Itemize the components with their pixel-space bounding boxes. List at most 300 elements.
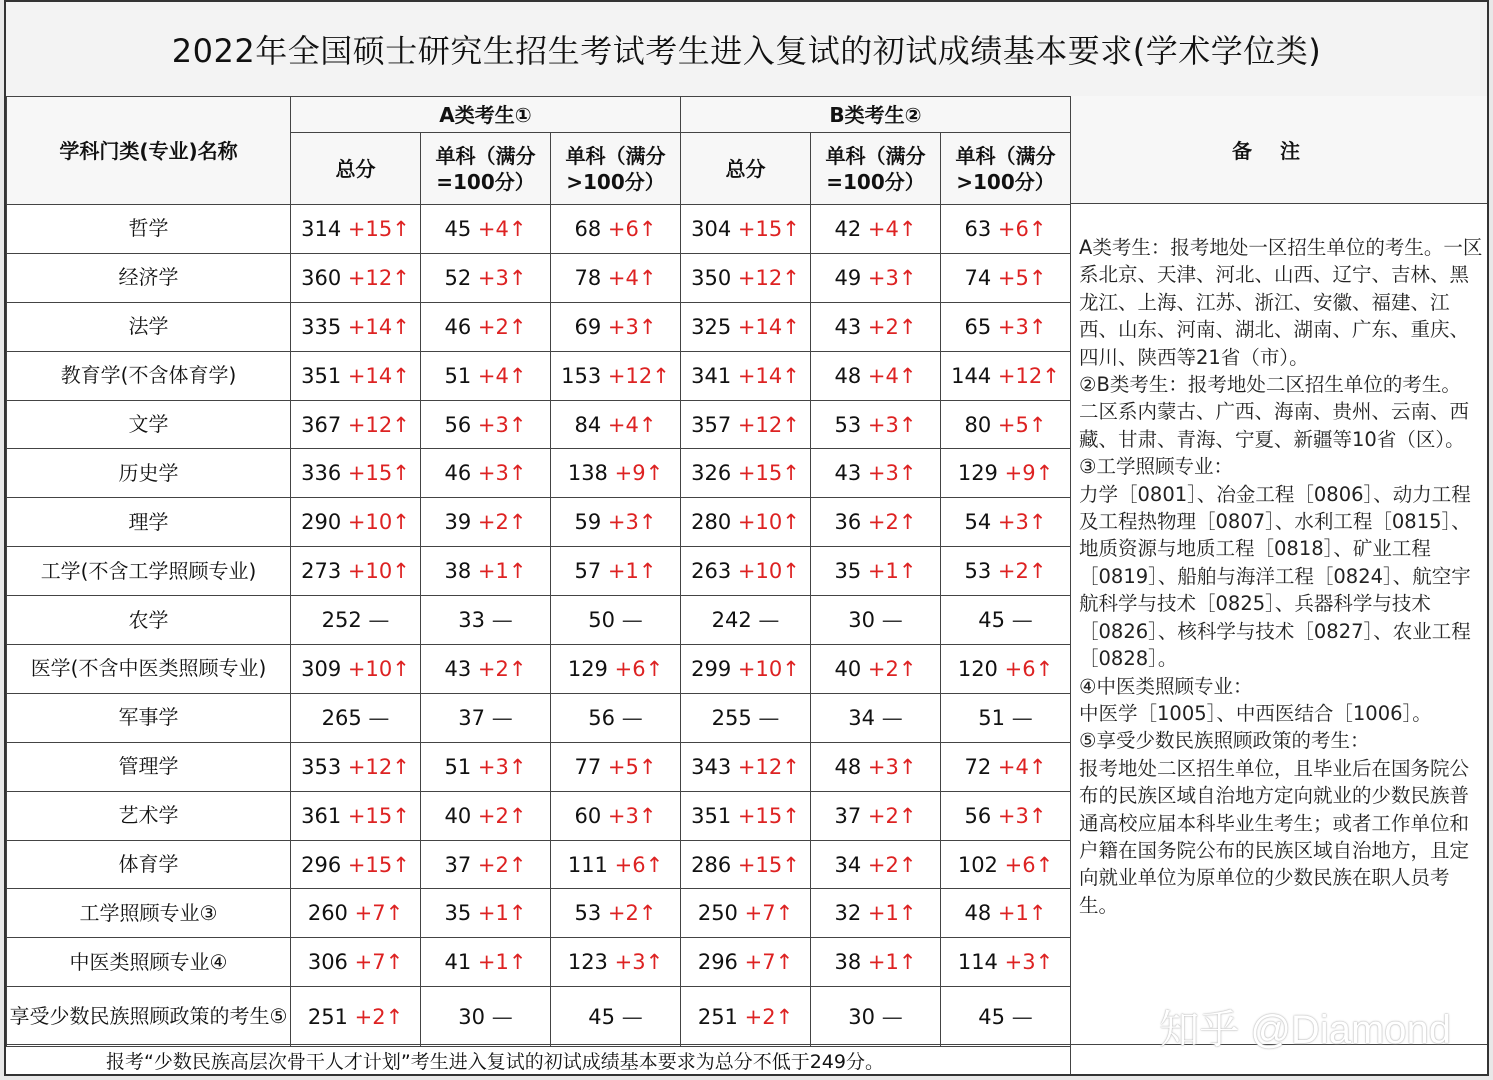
subject-cell: 医学(不含中医类照顾专业) bbox=[7, 645, 291, 694]
score-cell bbox=[811, 547, 941, 596]
score-value: 129 bbox=[957, 461, 998, 486]
score-change: +7↑ bbox=[744, 901, 794, 926]
score-cell bbox=[291, 840, 421, 889]
score-cell bbox=[681, 253, 811, 302]
score-change: +3↑ bbox=[477, 265, 527, 290]
score-change: +1↑ bbox=[997, 901, 1047, 926]
score-value: 304 bbox=[691, 216, 732, 241]
score-value: 84 bbox=[574, 412, 602, 437]
score-value: 48 bbox=[834, 754, 862, 779]
score-cell bbox=[551, 938, 681, 987]
table-row bbox=[7, 596, 1071, 645]
score-cell bbox=[681, 498, 811, 547]
score-change: +4↑ bbox=[607, 265, 657, 290]
score-change: +2↑ bbox=[997, 559, 1047, 584]
subject-cell: 体育学 bbox=[7, 840, 291, 889]
score-cell bbox=[291, 400, 421, 449]
score-cell bbox=[941, 987, 1071, 1047]
score-cell bbox=[291, 547, 421, 596]
score-change: +14↑ bbox=[347, 363, 410, 388]
table-row bbox=[7, 693, 1071, 742]
score-change: +5↑ bbox=[997, 265, 1047, 290]
score-value: 255 bbox=[711, 705, 752, 730]
score-cell bbox=[421, 791, 551, 840]
score-change: +6↑ bbox=[614, 656, 664, 681]
score-change: +9↑ bbox=[1004, 461, 1054, 486]
score-change: +3↑ bbox=[614, 950, 664, 975]
score-value: 367 bbox=[301, 412, 342, 437]
score-change: +2↑ bbox=[867, 314, 917, 339]
score-value: 48 bbox=[834, 363, 862, 388]
score-value: 36 bbox=[834, 510, 862, 535]
score-change: +12↑ bbox=[347, 754, 410, 779]
score-cell bbox=[811, 645, 941, 694]
note-paragraph: 二区系内蒙古、广西、海南、贵州、云南、西藏、甘肃、青海、宁夏、新疆等10省（区）。 bbox=[1079, 400, 1470, 451]
score-cell bbox=[941, 302, 1071, 351]
header-b-single-over100: 单科（满分>100分） bbox=[941, 133, 1071, 205]
score-cell bbox=[941, 693, 1071, 742]
score-value: 57 bbox=[574, 559, 602, 584]
score-value: 56 bbox=[444, 412, 472, 437]
score-change: +6↑ bbox=[997, 216, 1047, 241]
score-cell bbox=[551, 351, 681, 400]
score-value: 37 bbox=[444, 852, 472, 877]
score-value: 30 bbox=[848, 1004, 876, 1029]
score-change: +15↑ bbox=[347, 461, 410, 486]
score-change: +3↑ bbox=[477, 412, 527, 437]
score-change: +3↑ bbox=[867, 412, 917, 437]
score-cell bbox=[811, 253, 941, 302]
score-value: 296 bbox=[301, 852, 342, 877]
score-cell bbox=[941, 938, 1071, 987]
score-change: +1↑ bbox=[607, 559, 657, 584]
score-value: 69 bbox=[574, 314, 602, 339]
score-cell bbox=[551, 205, 681, 254]
score-change: +15↑ bbox=[347, 803, 410, 828]
score-cell bbox=[681, 987, 811, 1047]
score-cell bbox=[941, 253, 1071, 302]
score-change: — bbox=[881, 705, 903, 730]
score-cell bbox=[291, 498, 421, 547]
score-value: 309 bbox=[301, 656, 342, 681]
score-value: 52 bbox=[444, 265, 472, 290]
score-cell bbox=[421, 987, 551, 1047]
table-row bbox=[7, 205, 1071, 254]
score-value: 48 bbox=[964, 901, 992, 926]
table-row bbox=[7, 938, 1071, 987]
score-change: +2↑ bbox=[477, 656, 527, 681]
score-value: 120 bbox=[957, 656, 998, 681]
score-cell bbox=[291, 351, 421, 400]
score-change: +1↑ bbox=[867, 950, 917, 975]
header-a-single-over100: 单科（满分>100分） bbox=[551, 133, 681, 205]
score-value: 252 bbox=[321, 608, 362, 633]
score-cell bbox=[941, 351, 1071, 400]
score-value: 46 bbox=[444, 314, 472, 339]
score-value: 351 bbox=[691, 803, 732, 828]
score-value: 56 bbox=[588, 705, 616, 730]
score-value: 51 bbox=[444, 754, 472, 779]
header-group-a: A类考生① bbox=[291, 97, 681, 133]
score-value: 54 bbox=[964, 510, 992, 535]
subject-cell: 艺术学 bbox=[7, 791, 291, 840]
score-value: 33 bbox=[458, 608, 486, 633]
score-cell bbox=[551, 498, 681, 547]
page-title: 2022年全国硕士研究生招生考试考生进入复试的初试成绩基本要求(学术学位类) bbox=[6, 2, 1487, 98]
score-cell bbox=[421, 498, 551, 547]
score-cell bbox=[551, 742, 681, 791]
score-cell bbox=[941, 791, 1071, 840]
score-change: +1↑ bbox=[477, 950, 527, 975]
score-change: +4↑ bbox=[477, 216, 527, 241]
score-cell bbox=[811, 889, 941, 938]
score-cell bbox=[291, 302, 421, 351]
score-value: 335 bbox=[301, 314, 342, 339]
score-change: +12↑ bbox=[737, 265, 800, 290]
score-change: — bbox=[758, 705, 780, 730]
score-cell bbox=[291, 645, 421, 694]
score-change: +12↑ bbox=[737, 412, 800, 437]
score-cell bbox=[421, 596, 551, 645]
score-cell bbox=[421, 889, 551, 938]
score-value: 138 bbox=[567, 461, 608, 486]
score-change: +3↑ bbox=[997, 510, 1047, 535]
score-value: 34 bbox=[848, 705, 876, 730]
score-cell bbox=[811, 596, 941, 645]
score-cell bbox=[811, 400, 941, 449]
score-value: 51 bbox=[978, 705, 1006, 730]
subject-cell: 法学 bbox=[7, 302, 291, 351]
score-cell bbox=[291, 449, 421, 498]
score-value: 153 bbox=[561, 363, 602, 388]
score-cell bbox=[811, 205, 941, 254]
score-value: 45 bbox=[978, 1004, 1006, 1029]
table-row bbox=[7, 791, 1071, 840]
score-value: 43 bbox=[834, 314, 862, 339]
score-value: 273 bbox=[301, 559, 342, 584]
table-row bbox=[7, 449, 1071, 498]
score-change: +14↑ bbox=[737, 314, 800, 339]
score-change: +3↑ bbox=[477, 461, 527, 486]
score-value: 144 bbox=[951, 363, 992, 388]
subject-cell: 经济学 bbox=[7, 253, 291, 302]
score-value: 35 bbox=[834, 559, 862, 584]
score-value: 45 bbox=[444, 216, 472, 241]
score-cell bbox=[291, 987, 421, 1047]
notes-panel bbox=[1070, 204, 1489, 1044]
note-paragraph: 中医学［1005］、中西医结合［1006］。 bbox=[1079, 701, 1432, 725]
score-change: — bbox=[491, 705, 513, 730]
score-value: 123 bbox=[567, 950, 608, 975]
note-paragraph: ④中医类照顾专业： bbox=[1079, 674, 1253, 698]
score-change: +6↑ bbox=[607, 216, 657, 241]
score-change: — bbox=[491, 1004, 513, 1029]
subject-cell: 工学(不含工学照顾专业) bbox=[7, 547, 291, 596]
score-value: 357 bbox=[691, 412, 732, 437]
score-value: 34 bbox=[834, 852, 862, 877]
score-change: — bbox=[621, 1004, 643, 1029]
score-cell bbox=[551, 596, 681, 645]
score-cell bbox=[811, 449, 941, 498]
score-value: 45 bbox=[978, 608, 1006, 633]
score-cell bbox=[551, 547, 681, 596]
score-change: +10↑ bbox=[737, 559, 800, 584]
score-value: 129 bbox=[567, 656, 608, 681]
score-cell bbox=[551, 987, 681, 1047]
header-a-single-100: 单科（满分=100分） bbox=[421, 133, 551, 205]
score-cell bbox=[811, 742, 941, 791]
score-value: 43 bbox=[444, 656, 472, 681]
score-value: 37 bbox=[834, 803, 862, 828]
score-change: +15↑ bbox=[737, 803, 800, 828]
note-paragraph: ③工学照顾专业： bbox=[1079, 455, 1233, 479]
score-change: +5↑ bbox=[607, 754, 657, 779]
score-cell bbox=[941, 449, 1071, 498]
score-value: 53 bbox=[964, 559, 992, 584]
table-row bbox=[7, 253, 1071, 302]
table-row bbox=[7, 645, 1071, 694]
score-change: +3↑ bbox=[997, 803, 1047, 828]
score-value: 77 bbox=[574, 754, 602, 779]
score-cell bbox=[421, 449, 551, 498]
score-value: 351 bbox=[301, 363, 342, 388]
score-cell bbox=[941, 742, 1071, 791]
score-cell bbox=[421, 693, 551, 742]
score-value: 242 bbox=[711, 608, 752, 633]
score-cell bbox=[421, 302, 551, 351]
note-paragraph: 力学［0801］、冶金工程［0806］、动力工程及工程热物理［0807］、水利工程［0815］、地质资源与地质工程［0818］、矿业工程［0819］、船舶与海洋工程［0824］、航空宇航科学与技术［0825］、兵器科学与技术［0826］、核科学与技术［0827］、农业工程［0828］。 bbox=[1079, 482, 1471, 671]
score-value: 49 bbox=[834, 265, 862, 290]
score-value: 80 bbox=[964, 412, 992, 437]
score-change: +15↑ bbox=[737, 852, 800, 877]
score-cell bbox=[681, 840, 811, 889]
score-cell bbox=[941, 498, 1071, 547]
score-cell bbox=[811, 302, 941, 351]
score-value: 251 bbox=[697, 1004, 738, 1029]
score-change: +3↑ bbox=[867, 754, 917, 779]
subject-cell: 享受少数民族照顾政策的考生⑤ bbox=[7, 987, 291, 1047]
score-change: +10↑ bbox=[737, 656, 800, 681]
score-value: 314 bbox=[301, 216, 342, 241]
score-change: +2↑ bbox=[867, 656, 917, 681]
score-change: +10↑ bbox=[347, 656, 410, 681]
score-cell bbox=[941, 840, 1071, 889]
watermark: 知乎 @Diamond bbox=[1159, 1008, 1451, 1052]
score-value: 286 bbox=[691, 852, 732, 877]
score-cell bbox=[291, 693, 421, 742]
score-cell bbox=[291, 253, 421, 302]
score-change: +12↑ bbox=[347, 265, 410, 290]
score-value: 46 bbox=[444, 461, 472, 486]
score-change: +14↑ bbox=[737, 363, 800, 388]
score-change: +3↑ bbox=[477, 754, 527, 779]
score-value: 343 bbox=[691, 754, 732, 779]
header-b-single-100: 单科（满分=100分） bbox=[811, 133, 941, 205]
score-value: 74 bbox=[964, 265, 992, 290]
note-paragraph: 报考地处二区招生单位，且毕业后在国务院公布的民族区域自治地方定向就业的少数民族普通高校应届本科毕业生考生；或者工作单位和户籍在国务院公布的民族区域自治地方，且定向就业单位为原单位的少数民族在职人员考生。 bbox=[1079, 756, 1470, 917]
score-change: +2↑ bbox=[477, 852, 527, 877]
score-cell bbox=[421, 351, 551, 400]
score-value: 336 bbox=[301, 461, 342, 486]
score-value: 260 bbox=[307, 901, 348, 926]
score-cell bbox=[551, 302, 681, 351]
score-value: 350 bbox=[691, 265, 732, 290]
footer-note: 报考“少数民族高层次骨干人才计划”考生进入复试的初试成绩基本要求为总分不低于249分。 bbox=[6, 1044, 1070, 1076]
score-value: 42 bbox=[834, 216, 862, 241]
score-cell bbox=[421, 840, 551, 889]
score-value: 280 bbox=[691, 510, 732, 535]
score-cell bbox=[681, 449, 811, 498]
score-change: +4↑ bbox=[607, 412, 657, 437]
score-change: — bbox=[758, 608, 780, 633]
score-value: 40 bbox=[834, 656, 862, 681]
score-cell bbox=[291, 205, 421, 254]
score-cell bbox=[291, 791, 421, 840]
table-row bbox=[7, 889, 1071, 938]
score-value: 53 bbox=[834, 412, 862, 437]
score-cell bbox=[551, 889, 681, 938]
score-change: +2↑ bbox=[867, 510, 917, 535]
score-change: +3↑ bbox=[607, 314, 657, 339]
score-value: 60 bbox=[574, 803, 602, 828]
note-paragraph: A类考生：报考地处一区招生单位的考生。一区系北京、天津、河北、山西、辽宁、吉林、黑龙江、上海、江苏、浙江、安徽、福建、江西、山东、河南、湖北、湖南、广东、重庆、四川、陕西等21省（市）。 bbox=[1079, 236, 1483, 369]
table-row bbox=[7, 400, 1071, 449]
table-row bbox=[7, 987, 1071, 1047]
score-cell bbox=[291, 889, 421, 938]
score-change: +2↑ bbox=[477, 314, 527, 339]
score-cell bbox=[681, 547, 811, 596]
score-cell bbox=[681, 645, 811, 694]
score-value: 51 bbox=[444, 363, 472, 388]
subject-cell: 哲学 bbox=[7, 205, 291, 254]
score-cell bbox=[941, 596, 1071, 645]
subject-cell: 教育学(不含体育学) bbox=[7, 351, 291, 400]
score-change: +9↑ bbox=[614, 461, 664, 486]
score-cell bbox=[811, 498, 941, 547]
score-cell bbox=[811, 693, 941, 742]
note-paragraph: ⑤享受少数民族照顾政策的考生： bbox=[1079, 729, 1370, 753]
score-value: 30 bbox=[848, 608, 876, 633]
score-change: +3↑ bbox=[997, 314, 1047, 339]
subject-cell: 中医类照顾专业④ bbox=[7, 938, 291, 987]
score-change: +2↑ bbox=[744, 1004, 794, 1029]
score-change: +3↑ bbox=[607, 803, 657, 828]
score-cell bbox=[291, 596, 421, 645]
score-value: 38 bbox=[834, 950, 862, 975]
subject-cell: 文学 bbox=[7, 400, 291, 449]
score-cell bbox=[941, 547, 1071, 596]
score-change: +2↑ bbox=[867, 852, 917, 877]
score-change: +5↑ bbox=[997, 412, 1047, 437]
score-cell bbox=[421, 400, 551, 449]
score-change: +2↑ bbox=[867, 803, 917, 828]
score-change: +10↑ bbox=[347, 510, 410, 535]
subject-cell: 工学照顾专业③ bbox=[7, 889, 291, 938]
note-paragraph: ②B类考生：报考地处二区招生单位的考生。 bbox=[1079, 373, 1461, 397]
score-cell bbox=[681, 351, 811, 400]
score-change: +7↑ bbox=[354, 901, 404, 926]
score-change: +15↑ bbox=[347, 852, 410, 877]
score-cell bbox=[811, 791, 941, 840]
score-change: +2↑ bbox=[607, 901, 657, 926]
score-value: 32 bbox=[834, 901, 862, 926]
score-change: +10↑ bbox=[737, 510, 800, 535]
score-value: 296 bbox=[697, 950, 738, 975]
score-change: — bbox=[881, 608, 903, 633]
score-change: +15↑ bbox=[737, 216, 800, 241]
score-cell bbox=[421, 645, 551, 694]
score-change: — bbox=[1011, 608, 1033, 633]
score-value: 326 bbox=[691, 461, 732, 486]
score-value: 361 bbox=[301, 803, 342, 828]
score-change: +3↑ bbox=[867, 461, 917, 486]
table-row bbox=[7, 840, 1071, 889]
score-value: 39 bbox=[444, 510, 472, 535]
subject-cell: 农学 bbox=[7, 596, 291, 645]
score-value: 41 bbox=[444, 950, 472, 975]
score-cell bbox=[941, 889, 1071, 938]
header-subject: 学科门类(专业)名称 bbox=[7, 97, 291, 205]
subject-cell: 管理学 bbox=[7, 742, 291, 791]
score-cell bbox=[681, 302, 811, 351]
score-value: 45 bbox=[588, 1004, 616, 1029]
score-cell bbox=[941, 645, 1071, 694]
score-change: +2↑ bbox=[477, 803, 527, 828]
table-row bbox=[7, 351, 1071, 400]
score-value: 111 bbox=[567, 852, 608, 877]
score-change: — bbox=[621, 608, 643, 633]
score-cell bbox=[421, 253, 551, 302]
score-value: 265 bbox=[321, 705, 362, 730]
score-change: — bbox=[368, 705, 390, 730]
score-table bbox=[6, 96, 1071, 1047]
score-cell bbox=[421, 205, 551, 254]
score-value: 68 bbox=[574, 216, 602, 241]
score-change: +12↑ bbox=[737, 754, 800, 779]
score-value: 53 bbox=[574, 901, 602, 926]
score-change: +12↑ bbox=[607, 363, 670, 388]
score-change: +3↑ bbox=[1004, 950, 1054, 975]
score-cell bbox=[681, 400, 811, 449]
score-change: +3↑ bbox=[867, 265, 917, 290]
score-cell bbox=[941, 205, 1071, 254]
score-cell bbox=[681, 791, 811, 840]
score-value: 360 bbox=[301, 265, 342, 290]
table-row bbox=[7, 302, 1071, 351]
score-cell bbox=[681, 889, 811, 938]
score-value: 250 bbox=[697, 901, 738, 926]
score-value: 65 bbox=[964, 314, 992, 339]
score-cell bbox=[291, 938, 421, 987]
score-cell bbox=[811, 840, 941, 889]
score-value: 37 bbox=[458, 705, 486, 730]
score-value: 102 bbox=[957, 852, 998, 877]
table-row bbox=[7, 742, 1071, 791]
score-change: +4↑ bbox=[867, 363, 917, 388]
score-change: +4↑ bbox=[477, 363, 527, 388]
score-value: 59 bbox=[574, 510, 602, 535]
score-value: 263 bbox=[691, 559, 732, 584]
score-cell bbox=[681, 742, 811, 791]
score-value: 50 bbox=[588, 608, 616, 633]
score-change: +10↑ bbox=[347, 559, 410, 584]
subject-cell: 历史学 bbox=[7, 449, 291, 498]
score-value: 341 bbox=[691, 363, 732, 388]
score-value: 306 bbox=[307, 950, 348, 975]
score-change: +1↑ bbox=[867, 559, 917, 584]
score-value: 114 bbox=[957, 950, 998, 975]
score-cell bbox=[941, 400, 1071, 449]
